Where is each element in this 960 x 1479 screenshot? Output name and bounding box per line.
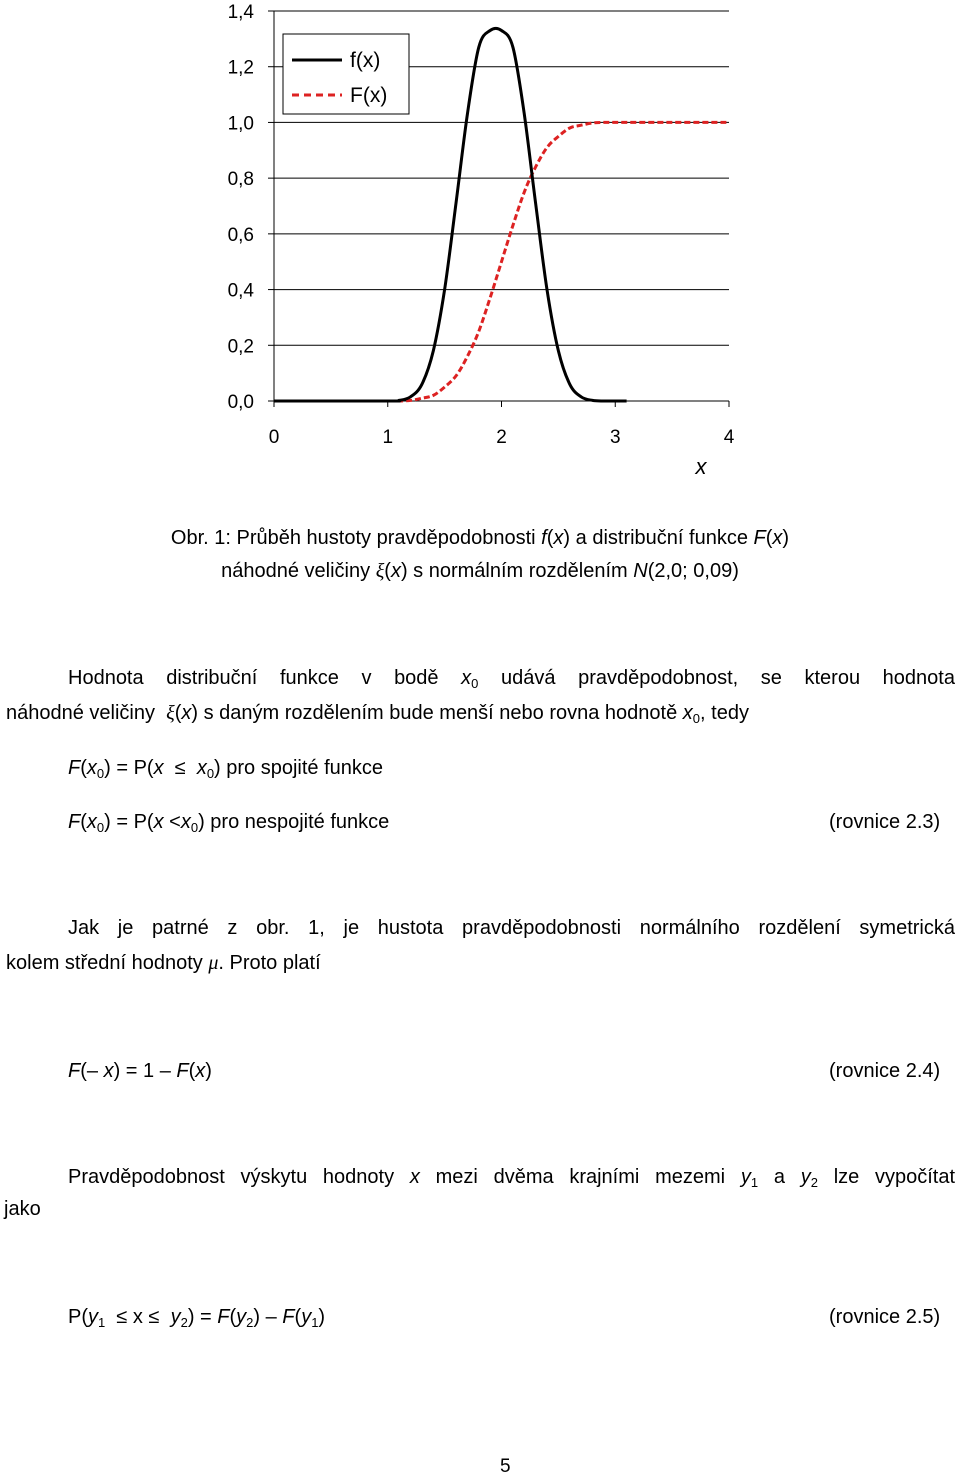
sub: 1 bbox=[311, 1315, 319, 1330]
equation-2-3-ref: (rovnice 2.3) bbox=[829, 811, 941, 833]
sub: 1 bbox=[750, 1175, 759, 1190]
text: , tedy bbox=[700, 702, 749, 724]
x-tick-label: 2 bbox=[496, 427, 507, 448]
equation-2-5-ref: (rovnice 2.5) bbox=[829, 1306, 941, 1328]
y-tick-label: 0,0 bbox=[227, 392, 254, 413]
text: mezi dvěma krajními mezemi bbox=[435, 1166, 726, 1188]
caption-text: náhodné veličiny bbox=[221, 560, 376, 582]
legend-box bbox=[283, 34, 409, 114]
caption-args: (2,0; 0,09) bbox=[647, 560, 739, 582]
text: . Proto platí bbox=[218, 952, 321, 974]
caption-text: a distribuční funkce bbox=[570, 527, 754, 549]
text: P( bbox=[68, 1306, 88, 1328]
sub: 0 bbox=[190, 820, 199, 835]
text: a bbox=[773, 1166, 785, 1188]
text: ) = P( bbox=[104, 757, 154, 779]
text: udává pravděpodobnost, se kterou hodnota bbox=[500, 667, 955, 689]
text: ) pro spojité funkce bbox=[214, 757, 384, 779]
var-y: y bbox=[236, 1306, 247, 1328]
para2-line2 bbox=[6, 951, 321, 975]
var-x: x bbox=[180, 811, 191, 833]
sub: 0 bbox=[96, 820, 105, 835]
var-x: x bbox=[153, 811, 164, 833]
text: x bbox=[127, 1306, 149, 1328]
y-tick-label: 0,4 bbox=[227, 280, 254, 302]
sub: 1 bbox=[98, 1315, 106, 1330]
y-tick-label: 1,4 bbox=[227, 2, 254, 23]
var-x: x bbox=[86, 757, 97, 779]
var-y: y bbox=[88, 1306, 98, 1328]
var-x: x bbox=[196, 757, 207, 779]
caption-xi: ξ bbox=[375, 560, 385, 582]
text: ) pro nespojité funkce bbox=[198, 811, 390, 833]
figure-caption-line2: náhodné veličiny ξ(x) s normálním rozdělením N(2,0; 0,09) bbox=[221, 560, 739, 582]
y-tick-label: 0,6 bbox=[227, 224, 254, 246]
sub: 2 bbox=[810, 1175, 818, 1190]
mu-symbol: μ bbox=[208, 952, 219, 974]
text: ) = P( bbox=[104, 811, 154, 833]
text: s daným rozdělením bude menší nebo rovna hodnotě bbox=[203, 702, 678, 724]
var-x: x bbox=[682, 702, 693, 724]
sub: 0 bbox=[471, 676, 479, 691]
para3-line2: jako bbox=[4, 1198, 41, 1220]
text: ) = 1 – bbox=[113, 1060, 177, 1082]
var-x: x bbox=[409, 1166, 420, 1188]
var-x: x bbox=[103, 1060, 114, 1082]
text: (– bbox=[80, 1060, 104, 1082]
caption-text: s normálním rozdělením bbox=[407, 560, 634, 582]
x-tick-label: 4 bbox=[723, 427, 735, 448]
var-F: F bbox=[68, 757, 81, 779]
series-line bbox=[274, 122, 729, 401]
var-y: y bbox=[800, 1166, 811, 1188]
chart-legend bbox=[283, 34, 409, 114]
caption-F: F bbox=[753, 527, 766, 549]
var-x: x bbox=[461, 667, 472, 689]
caption-x: x bbox=[553, 527, 564, 549]
var-F: F bbox=[176, 1060, 189, 1082]
para3-line1 bbox=[68, 1165, 955, 1195]
x-tick-label: 3 bbox=[609, 427, 621, 448]
sub: 2 bbox=[246, 1315, 254, 1330]
text: ) – bbox=[253, 1306, 283, 1328]
x-tick-label: 0 bbox=[268, 427, 280, 448]
leq-symbol: ≤ bbox=[116, 1306, 128, 1328]
page-number: 5 bbox=[500, 1456, 511, 1477]
x-axis-label: x bbox=[695, 454, 707, 479]
y-tick-label: 0,8 bbox=[227, 169, 254, 191]
legend-label-F: F(x) bbox=[350, 84, 388, 107]
chart-y-tick-labels bbox=[228, 2, 255, 413]
lt-symbol: < bbox=[163, 811, 181, 833]
leq-symbol: ≤ bbox=[174, 757, 186, 779]
var-y: y bbox=[301, 1306, 312, 1328]
text: ) = bbox=[187, 1306, 218, 1328]
var-y: y bbox=[740, 1166, 751, 1188]
var-F: F bbox=[68, 811, 81, 833]
equation-2-5: $P(y_1 \le x \le y_2) = F(y_2) - F(y_1)$ bbox=[68, 1306, 326, 1330]
text: Hodnota distribuční funkce v bodě bbox=[68, 667, 439, 689]
caption-N: N bbox=[633, 560, 648, 582]
var-F: F bbox=[282, 1306, 295, 1328]
x-tick-label: 1 bbox=[382, 427, 394, 448]
var-F: F bbox=[217, 1306, 230, 1328]
caption-x: x bbox=[772, 527, 783, 549]
equation-2-4: F(– x) = 1 – F(x) bbox=[68, 1060, 212, 1082]
text: Pravděpodobnost výskytu hodnoty bbox=[68, 1166, 395, 1188]
y-tick-label: 1,0 bbox=[227, 113, 254, 135]
leq-symbol: ≤ bbox=[148, 1306, 160, 1328]
var-x: x bbox=[181, 702, 192, 724]
chart bbox=[0, 0, 960, 500]
sub: 0 bbox=[96, 766, 105, 781]
para1-line2: náhodné veličiny ξ(x) s daným rozdělením bude menší nebo rovna hodnotě $x_0$, tedy bbox=[6, 702, 749, 726]
sub: 0 bbox=[206, 766, 215, 781]
xi: ξ bbox=[166, 702, 175, 724]
var-x: x bbox=[86, 811, 97, 833]
var-F: F bbox=[68, 1060, 81, 1082]
equation-2-4-ref: (rovnice 2.4) bbox=[829, 1060, 941, 1082]
para1-line1 bbox=[68, 666, 955, 696]
figure-caption-line1: Obr. 1: Průběh hustoty pravděpodobnosti f(x) a distribuční funkce F(x) bbox=[170, 527, 790, 549]
var-x: x bbox=[195, 1060, 206, 1082]
caption-x: x bbox=[390, 560, 401, 582]
equation-2-3-line1: $F(x_0) = P(x \le x_0)$ pro spojité funkce bbox=[68, 757, 384, 781]
y-tick-label: 0,2 bbox=[227, 336, 254, 358]
caption-f: f bbox=[541, 527, 547, 549]
sub: 2 bbox=[180, 1315, 188, 1330]
legend-label-f: f(x) bbox=[350, 49, 381, 72]
var-x: x bbox=[153, 757, 164, 779]
var-y: y bbox=[170, 1306, 181, 1328]
caption-text: Obr. 1: Průběh hustoty pravděpodobnosti bbox=[170, 527, 542, 549]
text: náhodné veličiny bbox=[6, 702, 155, 724]
chart-x-tick-labels bbox=[269, 427, 735, 448]
text: kolem střední hodnoty bbox=[6, 952, 209, 974]
y-tick-label: 1,2 bbox=[227, 57, 254, 79]
sub: 0 bbox=[692, 711, 701, 726]
para2-line1: Jak je patrné z obr. 1, je hustota pravděpodobnosti normálního rozdělení symetrická bbox=[68, 917, 955, 939]
text: lze vypočítat bbox=[833, 1166, 956, 1188]
equation-2-3-line2: $F(x_0) = P(x <x_0)$ pro nespojité funkce bbox=[68, 811, 390, 835]
